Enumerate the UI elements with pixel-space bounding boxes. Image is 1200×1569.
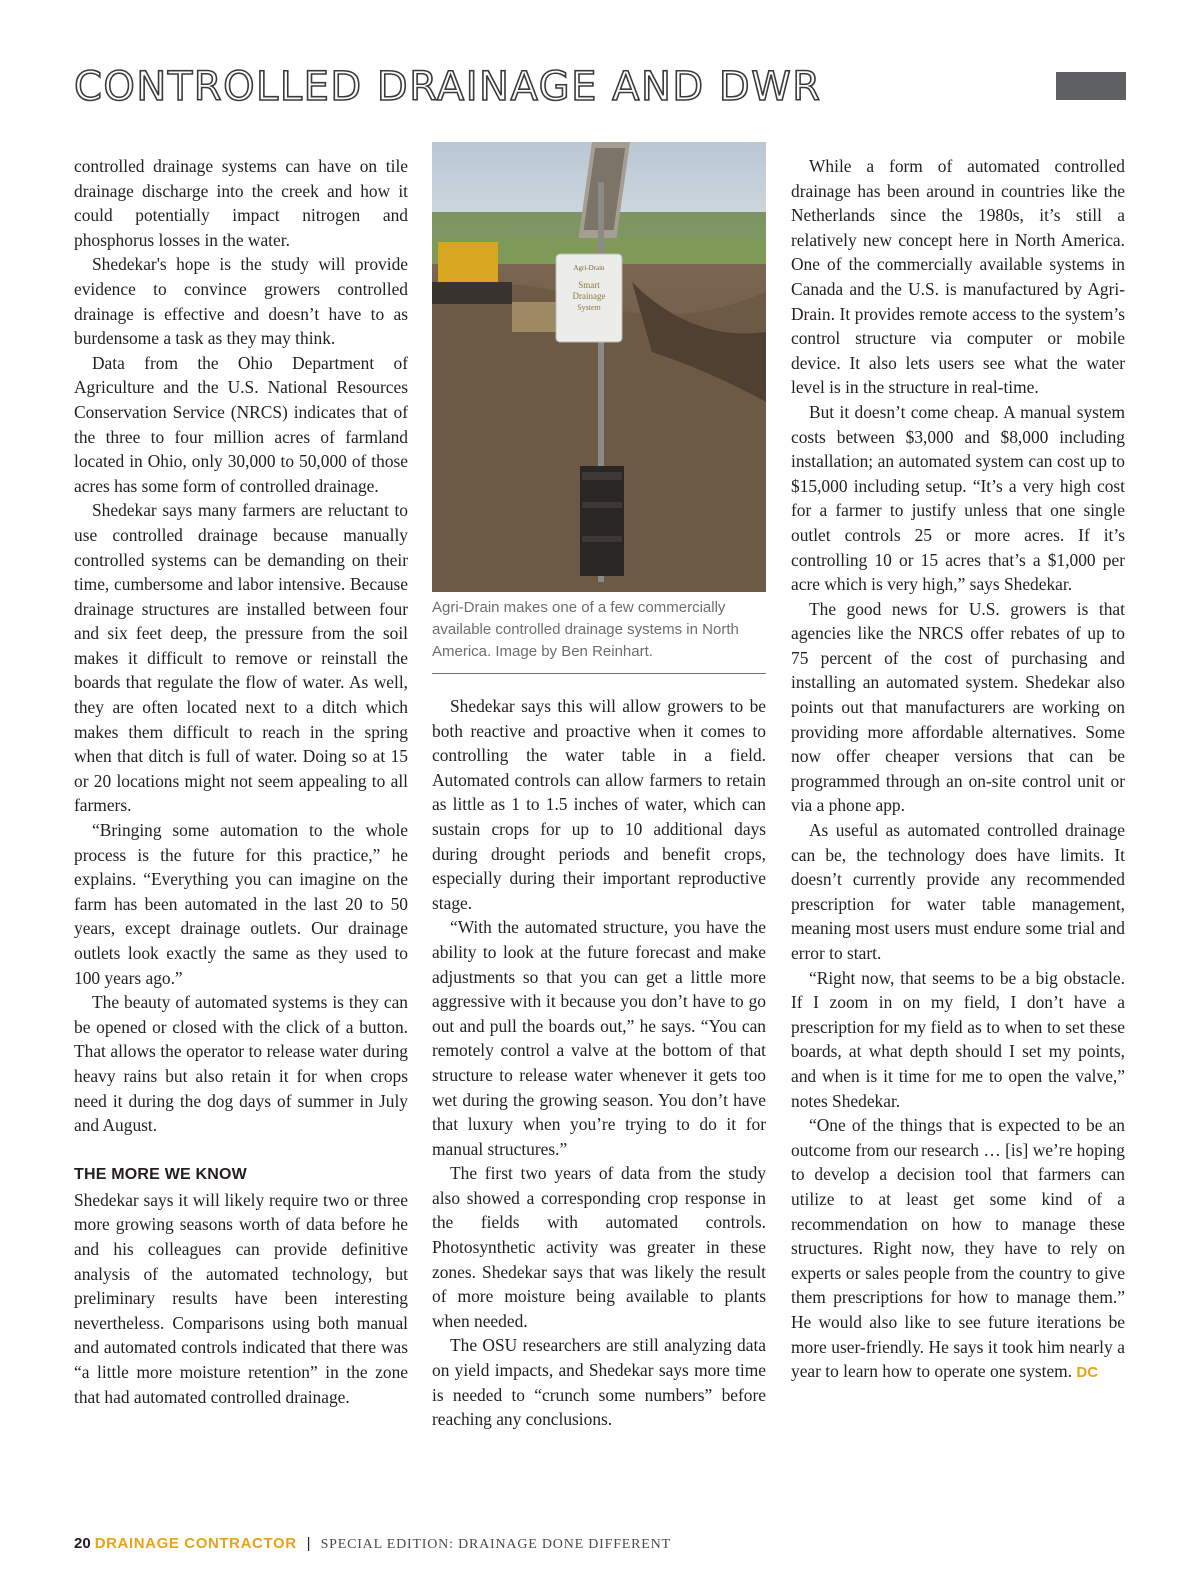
box-label-line: Smart [578, 280, 600, 290]
edition-label: SPECIAL EDITION: DRAINAGE DONE DIFFERENT [320, 1537, 671, 1552]
paragraph: Data from the Ohio Department of Agriculture and the U.S. National Resources Conservation Service (NRCS) indicates that of the three to four million acres of farmland located in Ohio, only 30,000 to 50,000 of those acres has some form of controlled drainage. [74, 352, 408, 496]
box-label-line: Drainage [572, 291, 606, 301]
paragraph: Shedekar says it will likely require two or three more growing seasons worth of data before he and his colleagues can provide definitive analysis of the automated technology, but preliminary results have been interesting nevertheless. Comparisons using both manual and automated controls indicated that there was “a little more moisture retention” in the zone that had automated controlled drainage. [74, 1189, 408, 1407]
subheading: THE MORE WE KNOW [74, 1165, 247, 1183]
end-mark: DC [1076, 1364, 1099, 1382]
header-accent-bar [1056, 72, 1126, 100]
paragraph: Shedekar's hope is the study will provide evidence to convince growers controlled drainage is effective and doesn’t have to as burdensome a task as they may think. [74, 254, 408, 349]
paragraph [791, 1113, 1125, 1386]
bulldozer-shape [438, 242, 498, 284]
paragraph: Shedekar says many farmers are reluctant to use controlled drainage because manually controlled systems can be demanding on their time, cumbersome and labor intensive. Because drainage structures are installed between four and six feet deep, the pressure from the soil makes it difficult to remove or reinstall the boards that regulate the flow of water. As well, they are often located next to a ditch which makes them difficult to reach in the spring when that ditch is full of water. Doing so at 15 or 20 locations might not seem appealing to all farmers. [74, 500, 408, 816]
paragraph: “Right now, that seems to be a big obstacle. If I zoom in on my field, I don’t have a prescription for my field as to when to set these boards, at what depth should I set my points, and when is it time for me to open the valve,” notes Shedekar. [791, 967, 1125, 1111]
paragraph: Shedekar says this will allow growers to be both reactive and proactive when it comes to controlling the water table in a field. Automated controls can allow farmers to retain as little as 1 to 1.5 inches of water, which can sustain crops for up to 10 additional days during drought periods and benefit crops, especially during their important reproductive stage. [432, 696, 766, 913]
paragraph: The first two years of data from the study also showed a corresponding crop response in the fields with automated controls. Photosynthetic activity was greater in these zones. Shedekar says that was likely the result of more moisture being available to plants when needed. [432, 1163, 766, 1331]
paragraph: The beauty of automated systems is they can be opened or closed with the click of a button. That allows the operator to release water during heavy rains but also retain it for when crops need it during the dog days of summer in July and August. [74, 992, 408, 1136]
paragraph: controlled drainage systems can have on tile drainage discharge into the creek and how it could potentially impact nitrogen and phosphorus losses in the water. [74, 156, 408, 250]
article-column-3 [791, 154, 1125, 1386]
agri-drain-photo [432, 142, 766, 592]
box-label-line: Agri-Drain [573, 264, 605, 272]
page-footer [74, 1532, 671, 1556]
paragraph: But it doesn’t come cheap. A manual system costs between $3,000 and $8,000 including installation; an automated system can cost up to $15,000 including setup. “It’s a very high cost for a farmer to justify unless that one single outlet controls 25 or more acres. If it’s controlling 10 or 15 acres that’s a $1,000 per acre which is very high,” says Shedekar. [791, 401, 1125, 595]
drain-structure-shape [580, 466, 624, 576]
paragraph: The OSU researchers are still analyzing data on yield impacts, and Shedekar says more time is needed to “crunch some numbers” before reaching any conclusions. [432, 1335, 766, 1430]
paragraph-text: “One of the things that is expected to be an outcome from our research … [is] we’re hoping to develop a decision tool that farmers can utilize to at least get some kind of a recommendation on how to manage these structures. Right now, they have to rely on experts or sales people from the country to give them prescriptions for how to manage them.” He would also like to see future iterations be more user-friendly. He says it took him nearly a year to learn how to operate one system. [791, 1115, 1125, 1382]
article-column-2 [432, 694, 766, 1432]
section-title: CONTROLLED DRAINAGE AND DWR [74, 64, 822, 110]
paragraph: While a form of automated controlled drainage has been around in countries like the Netherlands since the 1980s, it’s still a relatively new concept here in North America. One of the commercially available systems in Canada and the U.S. is manufactured by Agri-Drain. It provides remote access to the system’s control structure via computer or mobile device. It also lets users see what the water level is in the structure in real-time. [791, 156, 1125, 398]
photo-caption: Agri-Drain makes one of a few commercially available controlled drainage systems in North America. Image by Ben Reinhart. [432, 597, 766, 674]
paragraph: “With the automated structure, you have the ability to look at the future forecast and make adjustments so that you can get a little more aggressive with it because you don’t have to go out and pull the boards out,” he says. “You can remotely control a valve at the bottom of that structure to release water whenever it gets too wet during the growing season. You don’t have that luxury when you’re trying to do it for manual structures.” [432, 917, 766, 1159]
footer-separator: | [306, 1535, 311, 1552]
paragraph: “Bringing some automation to the whole process is the future for this practice,” he explains. “Everything you can imagine on the farm has been automated in the last 20 to 50 years, except drainage outlets. Our drainage outlets look exactly the same as they used to 100 years ago.” [74, 820, 408, 988]
field-photo-illustration [432, 142, 766, 592]
page-number: 20 [74, 1535, 91, 1552]
paragraph: As useful as automated controlled drainage can be, the technology does have limits. It doesn’t currently provide any recommended prescription for water table management, meaning most users must endure some trial and error to start. [791, 820, 1125, 963]
magazine-name: DRAINAGE CONTRACTOR [94, 1535, 297, 1552]
box-label-line: System [577, 303, 601, 312]
article-column-1 [74, 154, 408, 1409]
paragraph: The good news for U.S. growers is that agencies like the NRCS offer rebates of up to 75 percent of the cost of purchasing and installing an automated system. Shedekar also points out that manufacturers are working on providing more affordable alternatives. Some now offer cheaper versions that can be programmed through an on-site control unit or via a phone app. [791, 598, 1125, 816]
page-header [74, 62, 1126, 112]
